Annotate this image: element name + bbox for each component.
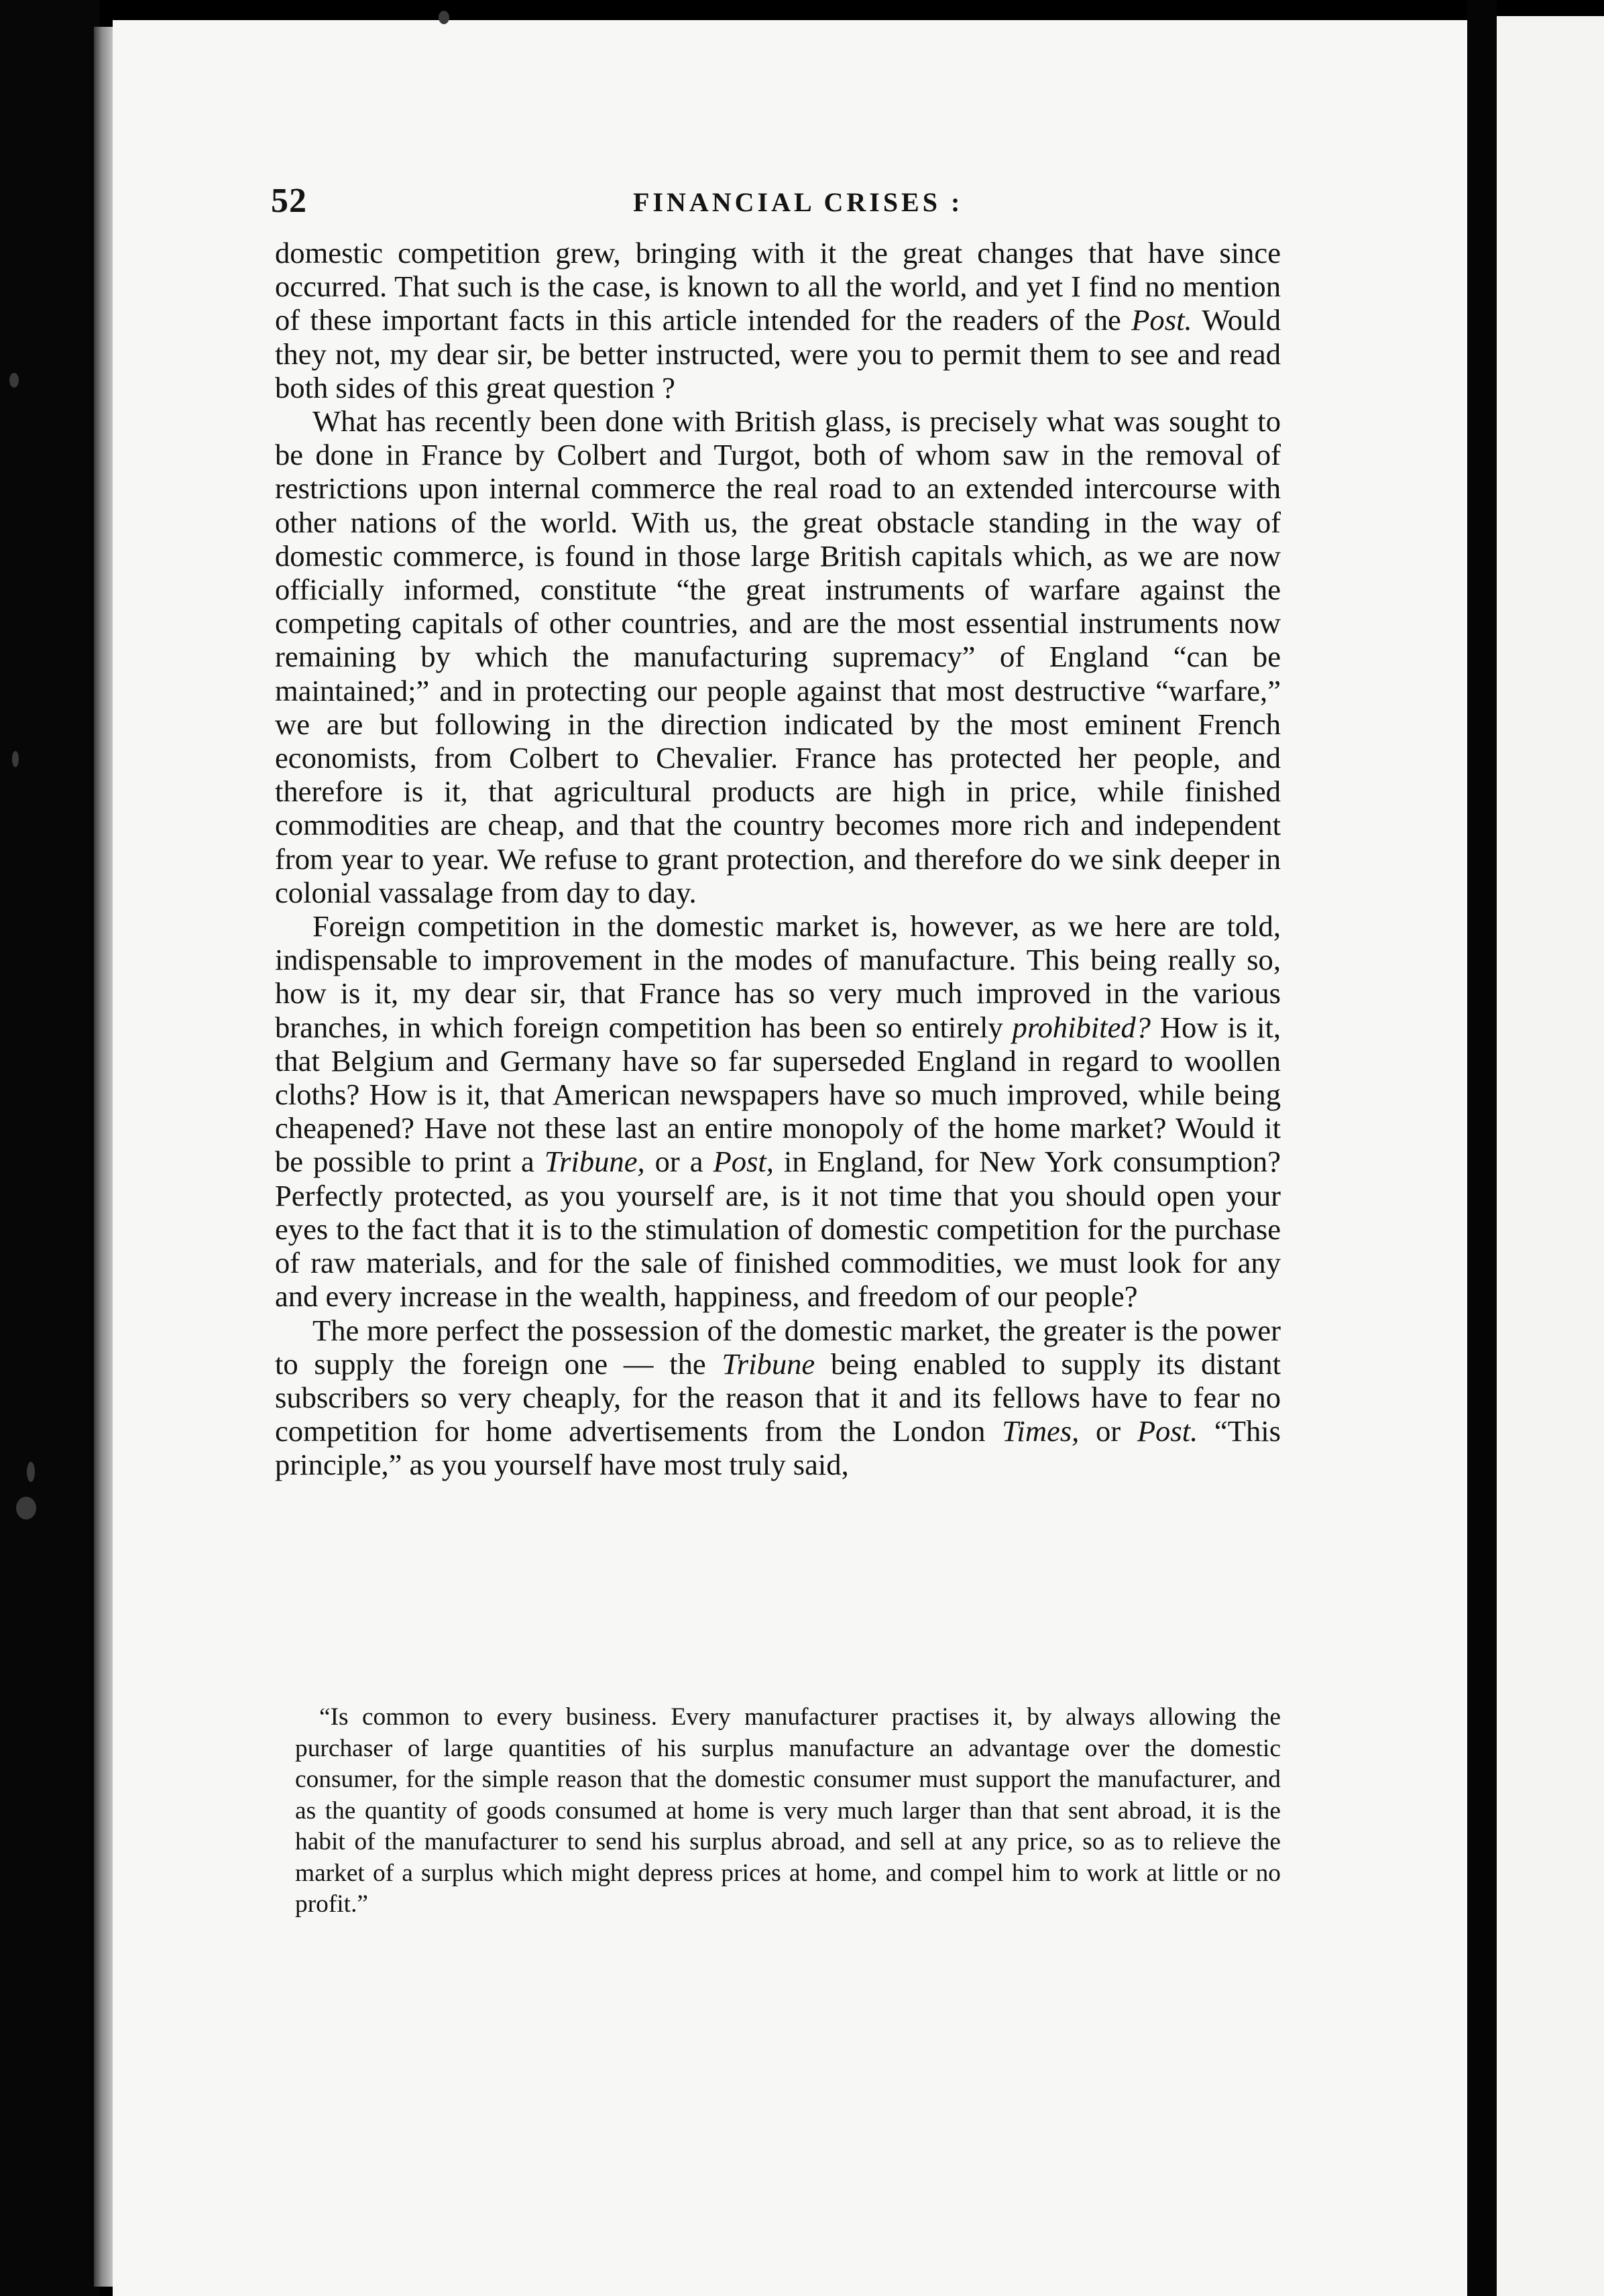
text-run: or a [644, 1145, 713, 1179]
margin-mark-2 [12, 751, 19, 767]
paragraph-4 [275, 1314, 1281, 1482]
block-quotation [295, 1702, 1281, 1920]
scan-gutter [1467, 0, 1497, 2296]
italic-title: Tribune, [544, 1145, 645, 1179]
body-text [275, 236, 1281, 1482]
book-spine-edge [94, 27, 114, 2287]
text-run: “This principle,” as you yourself have most truly said, [275, 1414, 1281, 1482]
italic-title: Post, [713, 1145, 774, 1179]
quotation-text: “Is common to every business. Every manufacturer practises it, by always allowing the purchaser of large quantities of his surplus manufacture an advantage over the domestic consumer, for the simple reason that the domestic consumer must support the manufacturer, and as the quantity of goods consumed at home is very much larger than that sent abroad, it is the habit of the manufacturer to send his surplus abroad, and sell at any price, so as to relieve the market of a surplus which might depress prices at home, and compel him to work at little or no profit.” [295, 1703, 1281, 1918]
text-run: How is it, that Belgium and Germany have so far superseded England in regard to woollen cloths? How is it, that American newspapers have so much improved, while being cheapened? Have not these last an entire monopoly of the home market? Would it be possible to print a [275, 1010, 1281, 1179]
paragraph-1 [275, 236, 1281, 404]
text-run: or [1079, 1414, 1137, 1448]
page-number: 52 [271, 182, 307, 220]
italic-title: Tribune [722, 1346, 815, 1381]
italic-title: Times, [1002, 1414, 1080, 1448]
text-run: The more perfect the possession of the domestic market, the greater is the power to supply the foreign one — the [275, 1313, 1281, 1381]
margin-mark-4 [16, 1497, 36, 1519]
text-run: Would they not, my dear sir, be better instructed, were you to permit them to see and read both sides of this great question ? [275, 303, 1281, 404]
italic-emphasis: prohibited? [1012, 1010, 1151, 1044]
text-run: Foreign competition in the domestic market is, however, as we here are told, indispensable to improvement in the modes of manufacture. This being really so, how is it, my dear sir, that France has so very much improved in the various branches, in which foreign competition has been so entirely [275, 909, 1281, 1044]
italic-title: Post. [1137, 1414, 1198, 1448]
paragraph-3 [275, 909, 1281, 1313]
text-run: in England, for New York consumption? Perfectly protected, as you yourself are, is it not time that you should open your eyes to the fact that it is to the stimulation of domestic competition for the purchase of raw materials, and for the sale of finished commodities, we must look for any and every increase in the wealth, happiness, and freedom of our people? [275, 1145, 1281, 1314]
margin-mark-1 [9, 373, 19, 388]
running-head: FINANCIAL CRISES : [633, 187, 964, 217]
text-run: domestic competition grew, bringing with it the great changes that have since occurred. That such is the case, is known to all the world, and yet I find no mention of these important facts in this article intended for the readers of the [275, 236, 1281, 337]
scan-left-border [0, 0, 99, 2296]
page-header [271, 181, 1290, 235]
italic-title: Post. [1131, 303, 1192, 337]
facing-page-edge [1497, 16, 1604, 2296]
text-run: being enabled to supply its distant subscribers so very cheaply, for the reason that it and its fellows have to fear no competition for home advertisements from the London [275, 1346, 1281, 1448]
paragraph-2: What has recently been done with British glass, is precisely what was sought to be done in France by Colbert and Turgot, both of whom saw in the removal of restrictions upon internal commerce the real road to an extended intercourse with other nations of the world. With us, the great obstacle standing in the way of domestic commerce, is found in those large British capitals which, as we are now officially informed, constitute “the great instruments of warfare against the competing capitals of other countries, and are the most essential instruments now remaining by which the manufacturing supremacy” of England “can be maintained;” and in protecting our people against that most destructive “warfare,” we are but following in the direction indicated by the most eminent French economists, from Colbert to Chevalier. France has protected her people, and therefore is it, that agricultural products are high in price, while finished commodities are cheap, and that the country becomes more rich and independent from year to year. We refuse to grant protection, and therefore do we sink deeper in colonial vassalage from day to day. [275, 404, 1281, 909]
margin-mark-3 [27, 1462, 35, 1482]
ink-blot-top [439, 11, 449, 24]
